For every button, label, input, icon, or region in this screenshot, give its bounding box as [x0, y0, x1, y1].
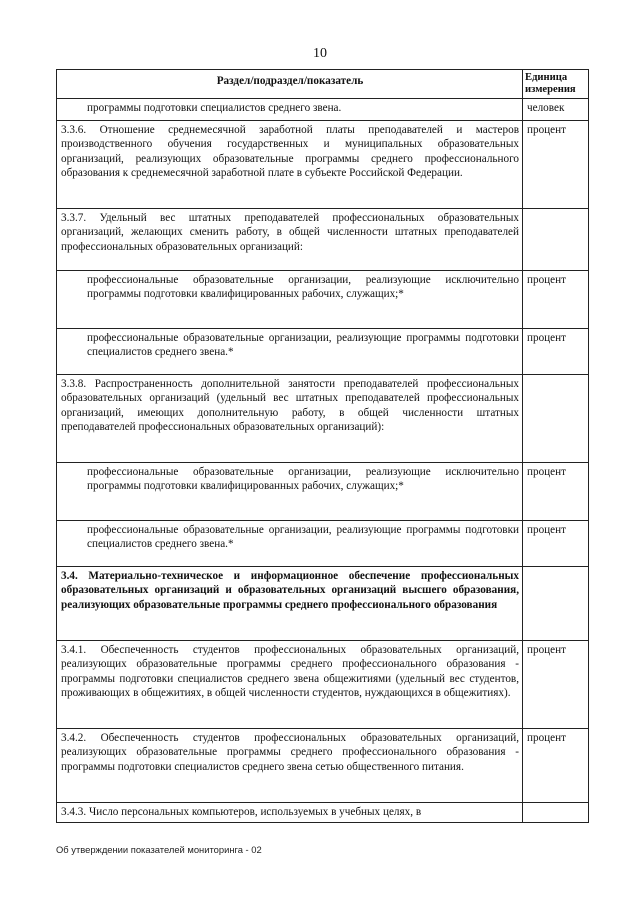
unit-cell: процент	[523, 521, 589, 567]
unit-cell: процент	[523, 641, 589, 729]
unit-cell: процент	[523, 729, 589, 803]
unit-cell	[523, 803, 589, 823]
unit-cell: процент	[523, 329, 589, 375]
indicator-cell: 3.4. Материально-техническое и информационное обеспечение профессиональных образовательных организаций и образовательных организаций высшего образования, реализующих образовательные программы среднего профессионального образования	[57, 567, 523, 641]
unit-cell	[523, 209, 589, 271]
table-row	[57, 803, 589, 823]
page-number: 10	[313, 46, 327, 61]
header-section-indicator: Раздел/подраздел/показатель	[57, 70, 523, 99]
table-row	[57, 121, 589, 209]
indicator-cell: 3.4.2. Обеспеченность студентов профессиональных образовательных организаций, реализующих образовательные программы среднего профессионального образования - программы подготовки специалистов среднего звена сетью общественного питания.	[57, 729, 523, 803]
unit-cell: процент	[523, 271, 589, 329]
indicator-cell: 3.3.8. Распространенность дополнительной занятости преподавателей профессиональных образовательных организаций (удельный вес штатных преподавателей профессиональных организаций, имеющих дополнительную работу, в общей численности штатных преподавателей профессиональных образовательных организаций):	[57, 375, 523, 463]
indicator-cell: 3.3.7. Удельный вес штатных преподавателей профессиональных образовательных организаций, желающих сменить работу, в общей численности штатных преподавателей профессиональных образовательных организаций:	[57, 209, 523, 271]
table-row	[57, 271, 589, 329]
indicator-cell: 3.4.3. Число персональных компьютеров, используемых в учебных целях, в	[57, 803, 523, 823]
table-row	[57, 729, 589, 803]
indicator-cell: профессиональные образовательные организации, реализующие программы подготовки специалистов среднего звена.*	[57, 329, 523, 375]
indicator-cell: программы подготовки специалистов среднего звена.	[57, 99, 523, 121]
table-row	[57, 567, 589, 641]
unit-cell: человек	[523, 99, 589, 121]
table-row	[57, 463, 589, 521]
table-row	[57, 375, 589, 463]
indicator-cell: профессиональные образовательные организации, реализующие исключительно программы подготовки квалифицированных рабочих, служащих;*	[57, 271, 523, 329]
table-row	[57, 641, 589, 729]
indicator-cell: профессиональные образовательные организации, реализующие программы подготовки специалистов среднего звена.*	[57, 521, 523, 567]
indicator-cell: 3.4.1. Обеспеченность студентов профессиональных образовательных организаций, реализующих образовательные программы среднего профессионального образования - программы подготовки специалистов среднего звена общежитиями (удельный вес студентов, проживающих в общежитиях, в общей численности студентов, нуждающихся в общежитиях).	[57, 641, 523, 729]
unit-cell: процент	[523, 463, 589, 521]
table-header-row	[57, 70, 589, 99]
table-row	[57, 329, 589, 375]
table-row	[57, 99, 589, 121]
unit-cell	[523, 567, 589, 641]
header-unit: Единица измерения	[523, 70, 589, 99]
indicator-cell: профессиональные образовательные организации, реализующие исключительно программы подготовки квалифицированных рабочих, служащих;*	[57, 463, 523, 521]
unit-cell: процент	[523, 121, 589, 209]
indicator-cell: 3.3.6. Отношение среднемесячной заработной платы преподавателей и мастеров производственного обучения государственных и муниципальных образовательных организаций, реализующих образовательные программы среднего профессионального образования к среднемесячной заработной плате в субъекте Российской Федерации.	[57, 121, 523, 209]
indicators-table	[56, 69, 589, 823]
document-footer: Об утверждении показателей мониторинга - 02	[56, 844, 262, 855]
table-row	[57, 521, 589, 567]
table-row	[57, 209, 589, 271]
unit-cell	[523, 375, 589, 463]
